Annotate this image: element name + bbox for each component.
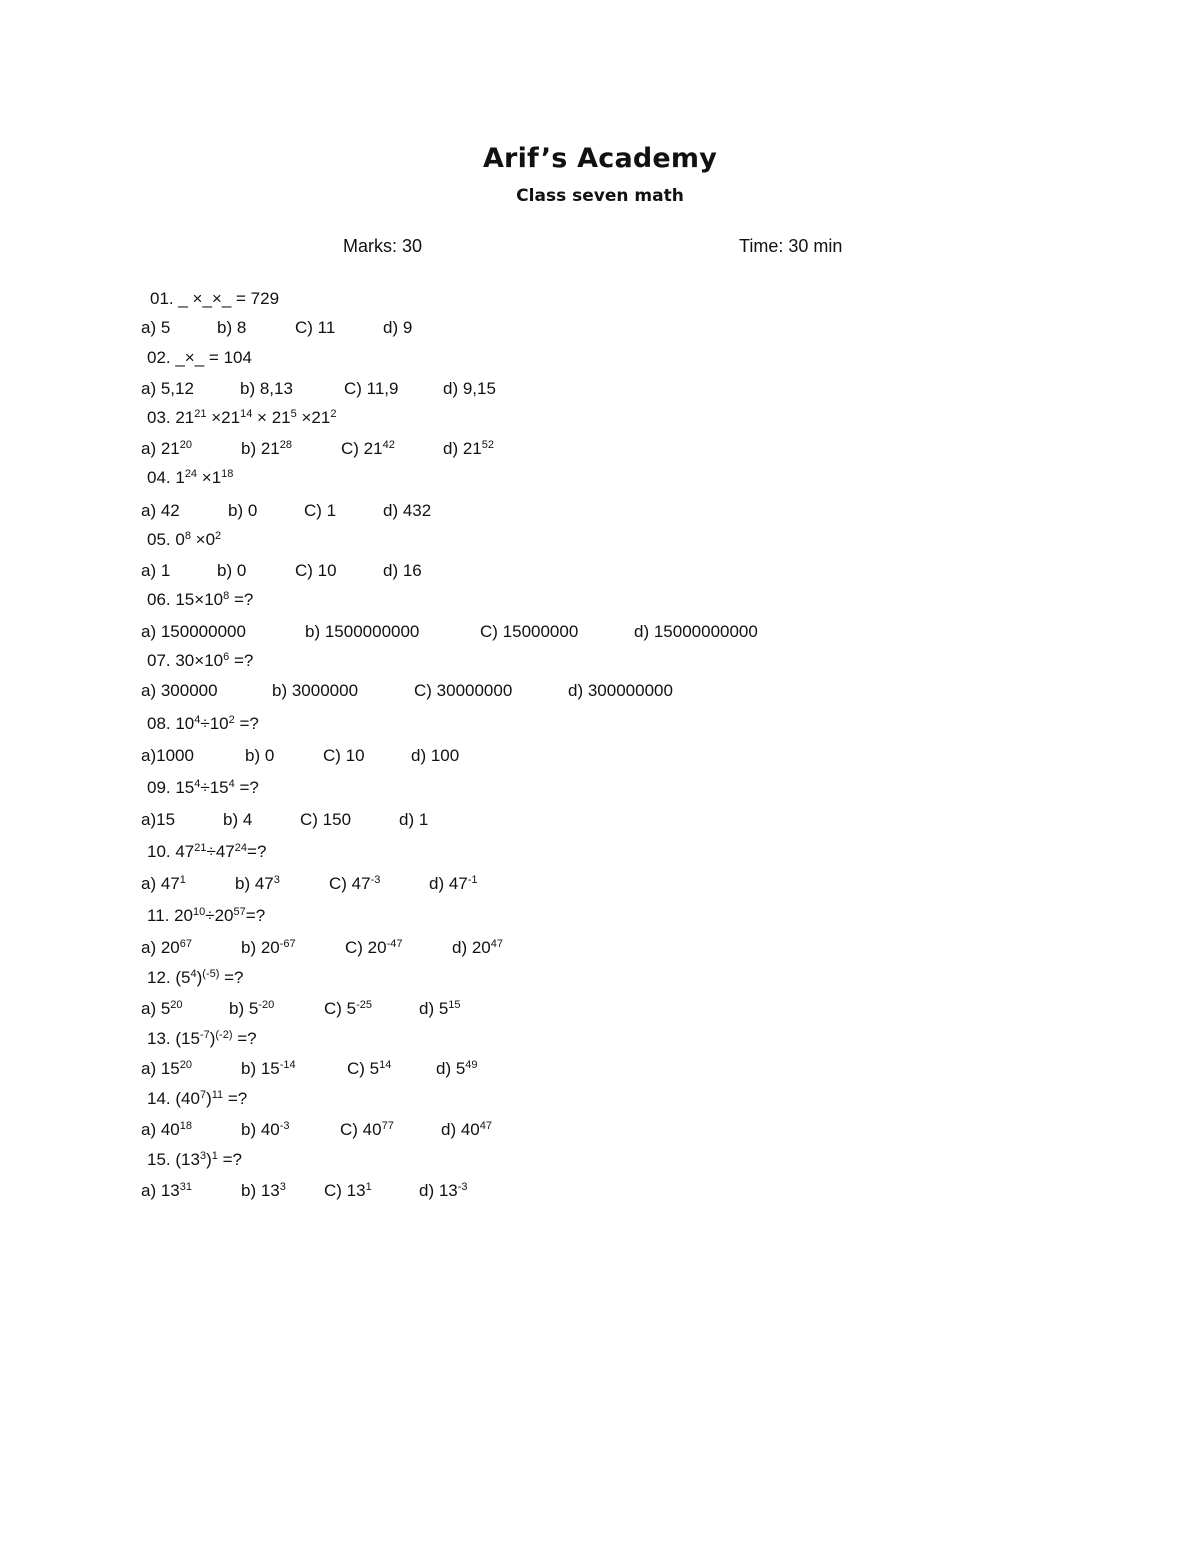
answer-option <box>217 560 246 582</box>
question-text <box>147 589 253 611</box>
text-run: a) 13 <box>141 1181 180 1200</box>
text-run: d) 9 <box>383 318 413 337</box>
exponent: 2 <box>215 530 222 542</box>
text-run: b) 47 <box>235 874 274 893</box>
exponent: 4 <box>228 778 235 790</box>
text-run: a)1000 <box>141 746 194 765</box>
exponent: 57 <box>233 906 246 918</box>
answer-option <box>272 680 358 702</box>
text-run: ÷20 <box>205 906 234 925</box>
text-run: 12. (5 <box>147 968 191 987</box>
text-run: 15. (13 <box>147 1150 200 1169</box>
text-run: a) 21 <box>141 439 180 458</box>
exponent: 20 <box>170 999 183 1011</box>
exponent: 28 <box>279 439 292 451</box>
text-run: b) 5 <box>229 999 259 1018</box>
exponent: -20 <box>258 999 275 1011</box>
text-run: ÷10 <box>200 714 229 733</box>
answer-option <box>305 621 419 643</box>
exponent: 14 <box>379 1059 392 1071</box>
exponent: 10 <box>193 906 206 918</box>
exponent: 4 <box>194 714 201 726</box>
text-run: =? <box>217 1150 242 1169</box>
exponent: 3 <box>199 1150 207 1162</box>
exponent: 20 <box>179 1059 192 1071</box>
exponent: -14 <box>279 1059 296 1071</box>
text-run: b) 3000000 <box>272 681 359 700</box>
text-run: C) 150 <box>300 810 352 829</box>
answer-option <box>295 317 335 339</box>
answer-option <box>141 317 170 339</box>
answer-option <box>411 745 459 767</box>
text-run: d) 300000000 <box>568 681 673 700</box>
time-label: Time: 30 min <box>739 236 843 256</box>
text-run: 14. (40 <box>147 1089 200 1108</box>
text-run: b) 0 <box>228 501 258 520</box>
text-run: b) 15 <box>241 1059 280 1078</box>
exponent: (-5) <box>202 968 220 980</box>
answer-option <box>245 745 274 767</box>
text-run: =? <box>229 590 254 609</box>
text-run: ) <box>209 1029 216 1048</box>
question-text <box>147 841 266 863</box>
question-text <box>147 713 259 735</box>
exponent: -3 <box>279 1120 290 1132</box>
text-run: b) 13 <box>241 1181 280 1200</box>
text-run: d) 5 <box>436 1059 466 1078</box>
text-run: =? <box>232 1029 257 1048</box>
text-run: =? <box>229 651 254 670</box>
exponent: 2 <box>228 714 235 726</box>
text-run: C) 47 <box>329 874 371 893</box>
answer-option <box>241 1180 286 1202</box>
exponent: 21 <box>194 408 207 420</box>
answer-option <box>141 1180 192 1202</box>
text-run: 01. _ ×_×_ = 729 <box>150 289 280 308</box>
text-run: ) <box>206 1089 212 1108</box>
exponent: 47 <box>490 938 503 950</box>
exponent: 67 <box>179 938 192 950</box>
answer-option <box>217 317 246 339</box>
answer-option <box>419 1180 468 1202</box>
text-run: 13. (15 <box>147 1029 200 1048</box>
text-run: =? <box>245 906 266 925</box>
answer-option <box>141 937 192 959</box>
question-text <box>147 529 221 551</box>
answer-option <box>241 937 296 959</box>
exponent: 49 <box>465 1059 478 1071</box>
answer-option <box>141 500 180 522</box>
text-run: d) 100 <box>411 746 460 765</box>
answer-option <box>419 998 461 1020</box>
answer-option <box>436 1058 478 1080</box>
text-run: a) 47 <box>141 874 180 893</box>
text-run: d) 21 <box>443 439 482 458</box>
answer-option <box>441 1119 492 1141</box>
text-run: b) 1500000000 <box>305 622 420 641</box>
answer-option <box>141 680 218 702</box>
marks-label: Marks: 30 <box>343 236 423 256</box>
text-run: a) 5 <box>141 318 171 337</box>
exponent: 77 <box>381 1120 394 1132</box>
text-run: C) 5 <box>324 999 357 1018</box>
text-run: C) 5 <box>347 1059 380 1078</box>
answer-option <box>141 438 192 460</box>
exponent: -47 <box>386 938 403 950</box>
text-run: C) 10 <box>295 561 337 580</box>
text-run: a) 40 <box>141 1120 180 1139</box>
question-text <box>147 650 253 672</box>
exponent: 1 <box>179 874 186 886</box>
text-run: C) 11 <box>295 318 336 337</box>
text-run: =? <box>219 968 244 987</box>
exponent: 11 <box>211 1089 224 1101</box>
text-run: 03. 21 <box>147 408 195 427</box>
text-run: × 21 <box>252 408 291 427</box>
answer-option <box>223 809 252 831</box>
answer-option <box>295 560 337 582</box>
answer-option <box>480 621 578 643</box>
exponent: 7 <box>199 1089 207 1101</box>
page-title: Arif’s Academy <box>482 143 718 174</box>
answer-option <box>229 998 274 1020</box>
answer-option <box>341 438 395 460</box>
answer-option <box>241 438 292 460</box>
answer-option <box>141 809 175 831</box>
text-run: a) 5 <box>141 999 171 1018</box>
text-run: ×21 <box>296 408 331 427</box>
text-run: d) 40 <box>441 1120 480 1139</box>
question-text <box>147 777 259 799</box>
text-run: 05. 0 <box>147 530 185 549</box>
answer-option <box>414 680 512 702</box>
exponent: -3 <box>370 874 381 886</box>
text-run: 09. 15 <box>147 778 195 797</box>
answer-option <box>300 809 351 831</box>
text-run: a) 20 <box>141 938 180 957</box>
exponent: -25 <box>356 999 373 1011</box>
exponent: -7 <box>199 1029 210 1041</box>
exponent: -3 <box>457 1181 468 1193</box>
text-run: 07. 30×10 <box>147 651 224 670</box>
question-text <box>147 1149 242 1171</box>
answer-option <box>634 621 758 643</box>
answer-option <box>443 438 494 460</box>
exponent: 24 <box>234 842 248 854</box>
answer-option <box>324 1180 372 1202</box>
answer-option <box>323 745 365 767</box>
answer-option <box>429 873 478 895</box>
text-run: a) 15 <box>141 1059 180 1078</box>
text-run: 08. 10 <box>147 714 195 733</box>
text-run: ×1 <box>197 468 222 487</box>
question-text <box>147 1088 247 1110</box>
exponent: -1 <box>467 874 478 886</box>
answer-option <box>241 1058 296 1080</box>
exponent: 20 <box>179 439 192 451</box>
text-run: b) 8,13 <box>240 379 293 398</box>
exponent: (-2) <box>215 1029 233 1041</box>
answer-option <box>324 998 372 1020</box>
text-run: C) 1 <box>304 501 337 520</box>
text-run: a) 5,12 <box>141 379 194 398</box>
text-run: d) 1 <box>399 810 429 829</box>
text-run: b) 20 <box>241 938 280 957</box>
exponent: 4 <box>194 778 201 790</box>
exponent: 15 <box>448 999 461 1011</box>
answer-option <box>141 621 246 643</box>
answer-option <box>399 809 428 831</box>
text-run: C) 40 <box>340 1120 382 1139</box>
text-run: d) 15000000000 <box>634 622 758 641</box>
answer-option <box>141 1119 192 1141</box>
question-text <box>147 347 252 369</box>
answer-option <box>141 560 170 582</box>
text-run: a) 42 <box>141 501 180 520</box>
exponent: 3 <box>279 1181 286 1193</box>
text-run: d) 13 <box>419 1181 458 1200</box>
answer-option <box>141 745 194 767</box>
text-run: d) 20 <box>452 938 491 957</box>
text-run: =? <box>234 778 259 797</box>
exponent: 31 <box>179 1181 192 1193</box>
text-run: b) 0 <box>245 746 275 765</box>
exponent: 6 <box>223 651 230 663</box>
text-run: 02. _×_ = 104 <box>147 348 252 367</box>
answer-option <box>304 500 336 522</box>
text-run: d) 5 <box>419 999 449 1018</box>
exponent: 8 <box>223 590 230 602</box>
question-text <box>150 288 279 310</box>
question-text <box>147 467 233 489</box>
answer-option <box>443 378 496 400</box>
exponent: 14 <box>240 408 253 420</box>
exponent: 52 <box>481 439 494 451</box>
text-run: b) 4 <box>223 810 253 829</box>
answer-option <box>340 1119 394 1141</box>
exponent: 21 <box>194 842 207 854</box>
text-run: d) 9,15 <box>443 379 496 398</box>
text-run: C) 21 <box>341 439 383 458</box>
answer-option <box>141 998 183 1020</box>
text-run: C) 20 <box>345 938 387 957</box>
text-run: C) 30000000 <box>414 681 513 700</box>
text-run: C) 15000000 <box>480 622 579 641</box>
text-run: a)15 <box>141 810 176 829</box>
text-run: C) 13 <box>324 1181 366 1200</box>
answer-option <box>228 500 257 522</box>
text-run: b) 8 <box>217 318 247 337</box>
answer-option <box>383 317 412 339</box>
exponent: 1 <box>211 1150 218 1162</box>
answer-option <box>141 1058 192 1080</box>
answer-option <box>345 937 402 959</box>
answer-option <box>240 378 293 400</box>
text-run: ) <box>206 1150 212 1169</box>
exponent: 3 <box>273 874 280 886</box>
text-run: ÷47 <box>206 842 235 861</box>
text-run: ÷15 <box>200 778 229 797</box>
text-run: C) 10 <box>323 746 365 765</box>
question-text <box>147 1028 257 1050</box>
question-text <box>147 905 265 927</box>
text-run: =? <box>223 1089 248 1108</box>
text-run: b) 21 <box>241 439 280 458</box>
exponent: -67 <box>279 938 296 950</box>
answer-option <box>329 873 380 895</box>
answer-option <box>347 1058 391 1080</box>
text-run: 11. 20 <box>147 906 194 925</box>
text-run: ) <box>196 968 203 987</box>
question-text <box>147 407 336 429</box>
text-run: C) 11,9 <box>344 379 399 398</box>
text-run: d) 432 <box>383 501 432 520</box>
text-run: 06. 15×10 <box>147 590 224 609</box>
exponent: 2 <box>330 408 337 420</box>
text-run: ×21 <box>206 408 241 427</box>
exponent: 18 <box>221 468 234 480</box>
question-text <box>147 967 244 989</box>
text-run: d) 16 <box>383 561 422 580</box>
text-run: a) 1 <box>141 561 171 580</box>
answer-option <box>383 500 431 522</box>
answer-option <box>241 1119 290 1141</box>
text-run: a) 150000000 <box>141 622 246 641</box>
text-run: d) 47 <box>429 874 468 893</box>
answer-option <box>141 378 194 400</box>
text-run: b) 40 <box>241 1120 280 1139</box>
exponent: 4 <box>190 968 197 980</box>
answer-option <box>383 560 422 582</box>
text-run: a) 300000 <box>141 681 218 700</box>
text-run: 04. 1 <box>147 468 185 487</box>
answer-option <box>235 873 280 895</box>
exponent: 1 <box>365 1181 372 1193</box>
text-run: 10. 47 <box>147 842 195 861</box>
text-run: =? <box>234 714 259 733</box>
text-run: b) 0 <box>217 561 247 580</box>
page-subtitle: Class seven math <box>516 186 684 206</box>
answer-option <box>568 680 673 702</box>
exponent: 47 <box>479 1120 492 1132</box>
exponent: 18 <box>179 1120 192 1132</box>
answer-option <box>141 873 186 895</box>
exponent: 42 <box>382 439 395 451</box>
answer-option <box>344 378 399 400</box>
exponent: 8 <box>184 530 191 542</box>
answer-option <box>452 937 503 959</box>
text-run: ×0 <box>190 530 216 549</box>
exponent: 24 <box>184 468 198 480</box>
text-run: =? <box>247 842 267 861</box>
exponent: 5 <box>290 408 297 420</box>
